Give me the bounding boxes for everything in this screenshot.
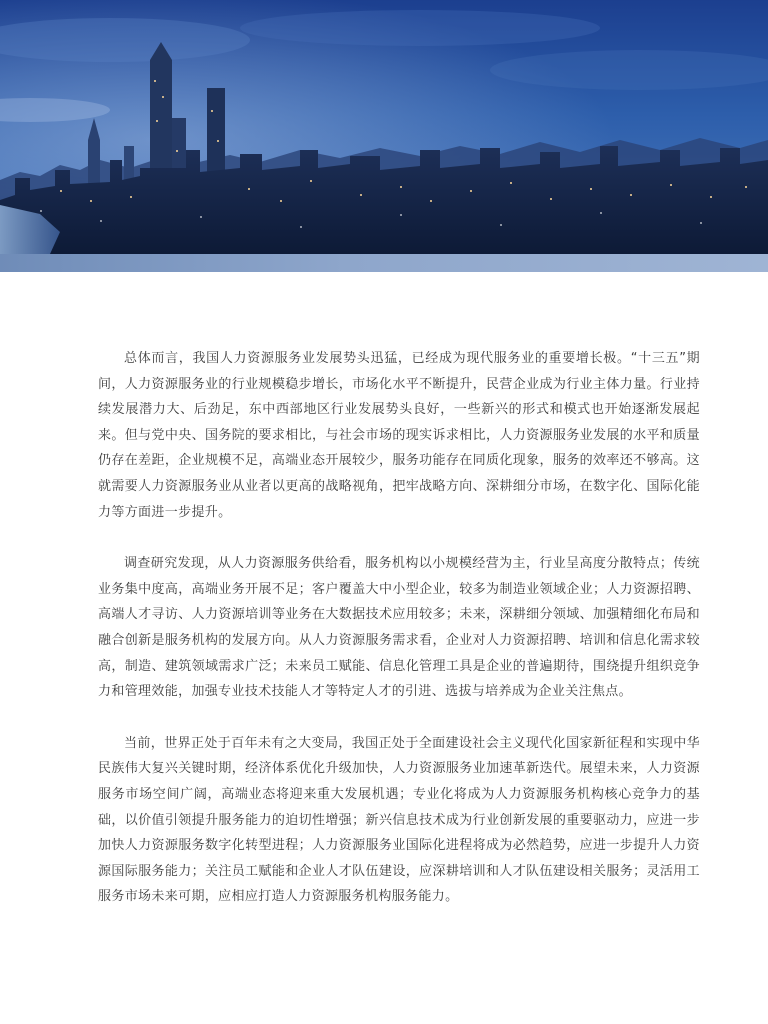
article-body [98, 346, 700, 936]
city-skyline-image [0, 0, 768, 254]
hero-banner [0, 0, 768, 254]
paragraph-2: 调查研究发现，从人力资源服务供给看，服务机构以小规模经营为主，行业呈高度分散特点；传统业务集中度高，高端业务开展不足；客户覆盖大中小型企业，较多为制造业领域企业；人力资源招聘、高端人才寻访、人力资源培训等业务在大数据技术应用较多；未来，深耕细分领域、加强精细化布局和融合创新是服务机构的发展方向。从人力资源服务需求看，企业对人力资源招聘、培训和信息化需求较高，制造、建筑领域需求广泛；未来员工赋能、信息化管理工具是企业的普遍期待，围绕提升组织竞争力和管理效能，加强专业技术技能人才等特定人才的引进、选拔与培养成为企业关注焦点。 [98, 556, 700, 700]
paragraph-3: 当前，世界正处于百年未有之大变局，我国正处于全面建设社会主义现代化国家新征程和实现中华民族伟大复兴关键时期，经济体系优化升级加快，人力资源服务业加速革新迭代。展望未来，人力资源服务市场空间广阔，高端业态将迎来重大发展机遇；专业化将成为人力资源服务机构核心竞争力的基础，以价值引领提升服务能力的迫切性增强；新兴信息技术成为行业创新发展的重要驱动力，应进一步加快人力资源服务数字化转型进程；人力资源服务业国际化进程将成为必然趋势，应进一步提升人力资源国际服务能力；关注员工赋能和企业人才队伍建设，应深耕培训和人才队伍建设相关服务；灵活用工服务市场未来可期，应相应打造人力资源服务机构服务能力。 [98, 735, 700, 905]
paragraph-1: 总体而言，我国人力资源服务业发展势头迅猛，已经成为现代服务业的重要增长极。“十三五”期间，人力资源服务业的行业规模稳步增长，市场化水平不断提升，民营企业成为行业主体力量。行业持续发展潜力大、后劲足，东中西部地区行业发展势头良好，一些新兴的形式和模式也开始逐渐发展起来。但与党中央、国务院的要求相比，与社会市场的现实诉求相比，人力资源服务业发展的水平和质量仍存在差距，企业规模不足，高端业态开展较少，服务功能存在同质化现象，服务的效率还不够高。这就需要人力资源服务业从业者以更高的战略视角，把牢战略方向、深耕细分市场，在数字化、国际化能力等方面进一步提升。 [98, 351, 700, 520]
hero-bottom-band [0, 254, 768, 272]
